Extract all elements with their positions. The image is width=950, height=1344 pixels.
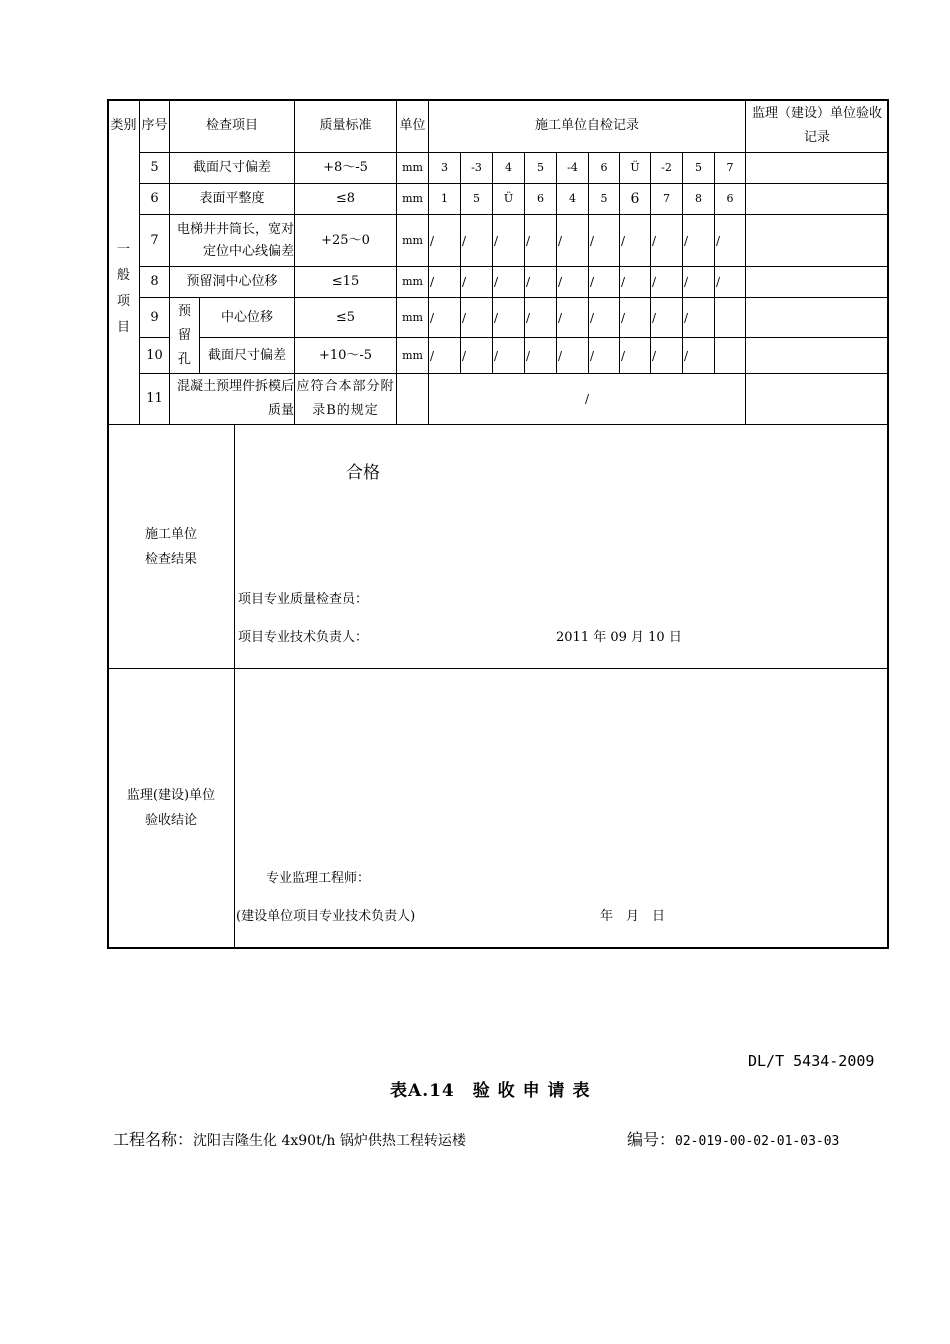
- row-value: /: [684, 233, 689, 248]
- row-item: 截面尺寸偏差: [207, 347, 286, 363]
- row-standard: +8～-5: [323, 160, 368, 175]
- row-value: [716, 298, 745, 337]
- row-unit: mm: [402, 348, 423, 362]
- form-number: 02-019-00-02-01-03-03: [675, 1134, 840, 1149]
- project-name-row: [113, 1127, 466, 1150]
- row-value: -4: [567, 161, 578, 174]
- row-value: /: [621, 233, 626, 248]
- row-unit: mm: [402, 233, 423, 247]
- row-value: /: [494, 348, 499, 363]
- row-no: 10: [146, 347, 163, 363]
- row-value: /: [684, 310, 689, 325]
- row-value: 1: [441, 192, 448, 205]
- row-item: 截面尺寸偏差: [192, 160, 271, 175]
- row-standard: +10～-5: [318, 347, 373, 363]
- row-unit: mm: [402, 161, 423, 174]
- row-value: /: [621, 348, 626, 363]
- standard-code: DL/T 5434-2009: [748, 1052, 875, 1070]
- row-value: 6: [726, 192, 734, 205]
- row-no: 5: [150, 160, 159, 175]
- construction-result: 合格: [346, 463, 380, 483]
- row-value: /: [526, 233, 531, 248]
- project-name: 沈阳吉隆生化 4x90t/h 锅炉供热工程转运楼: [193, 1133, 466, 1149]
- header-standard: 质量标准: [319, 118, 372, 133]
- row-value: Ü: [630, 161, 640, 174]
- row-unit: mm: [402, 275, 423, 288]
- row-value: 8: [695, 192, 702, 205]
- supervision-owner: (建设单位项目专业技术负责人): [236, 909, 416, 924]
- row-value: Ü: [503, 192, 514, 205]
- row-no: 6: [150, 191, 159, 206]
- row-value: /: [430, 275, 435, 289]
- row-unit: mm: [402, 192, 423, 205]
- row-item: 表面平整度: [199, 191, 265, 206]
- row-value: 4: [569, 192, 576, 205]
- construction-date: 2011 年 09 月 10 日: [556, 630, 682, 645]
- row-merged-value: /: [584, 392, 590, 406]
- row-value: 5: [600, 192, 608, 205]
- row-standard: ≤15: [331, 274, 360, 289]
- supervision-date: 年 月 日: [600, 909, 666, 924]
- row-value: /: [526, 348, 531, 363]
- supervision-engineer: 专业监理工程师：: [266, 871, 371, 886]
- reserved-hole-label: 预留孔: [177, 303, 191, 367]
- row-value: [716, 338, 745, 373]
- row-standard: ≤8: [335, 191, 356, 206]
- row-value: -2: [661, 161, 672, 174]
- header-unit: 单位: [399, 118, 426, 133]
- row-value: /: [652, 310, 657, 325]
- row-unit: [397, 374, 428, 424]
- row-value: /: [430, 233, 435, 248]
- project-label: 工程名称：: [113, 1130, 194, 1149]
- row-value: /: [684, 275, 689, 289]
- row-value: /: [590, 310, 595, 325]
- row-item: 电梯井井筒长，宽对定位中心线偏差: [176, 221, 294, 259]
- row-value: 7: [663, 192, 670, 205]
- header-self-check: 施工单位自检记录: [534, 118, 639, 133]
- row-value: 6: [630, 191, 640, 207]
- number-label: 编号：: [627, 1130, 676, 1149]
- row-value: /: [590, 348, 595, 363]
- row-value: /: [462, 348, 467, 363]
- row-value: 6: [537, 192, 544, 205]
- row-standard: ≤5: [335, 309, 356, 325]
- row-value: /: [652, 233, 657, 248]
- form-title: 表A.14 验 收 申 请 表: [390, 1081, 591, 1101]
- row-value: /: [558, 348, 563, 363]
- row-value: /: [558, 310, 563, 325]
- row-value: /: [590, 233, 595, 248]
- form-number-row: [627, 1127, 839, 1150]
- row-value: 5: [695, 161, 702, 174]
- row-value: /: [430, 310, 435, 325]
- row-item: 混凝土预埋件拆模后质量: [176, 379, 294, 418]
- row-value: 5: [473, 192, 480, 205]
- row-value: /: [526, 310, 531, 325]
- row-value: 3: [441, 161, 448, 174]
- row-value: /: [558, 233, 563, 248]
- group-label: 一般项目: [116, 241, 130, 335]
- supervision-label: 监理(建设)单位验收结论: [126, 788, 216, 828]
- row-value: /: [462, 275, 467, 289]
- row-item: 中心位移: [220, 309, 273, 325]
- row-value: /: [716, 233, 721, 248]
- header-supervision: 监理（建设）单位验收记录: [752, 106, 883, 145]
- construction-tech-lead: 项目专业技术负责人：: [238, 630, 369, 645]
- row-value: /: [652, 348, 657, 363]
- row-value: /: [684, 348, 689, 363]
- row-value: -3: [471, 161, 482, 174]
- construction-inspector: 项目专业质量检查员：: [238, 592, 369, 607]
- row-value: 7: [726, 161, 734, 174]
- row-standard: 应符合本部分附录B的规定: [296, 379, 395, 418]
- row-value: /: [494, 275, 499, 289]
- row-value: /: [590, 275, 595, 289]
- row-value: /: [430, 348, 435, 363]
- row-unit: mm: [402, 310, 423, 324]
- header-category: 类别: [110, 118, 137, 133]
- row-value: /: [621, 275, 626, 289]
- row-item: 预留洞中心位移: [186, 274, 278, 289]
- row-value: 6: [600, 161, 608, 174]
- row-standard: +25～0: [321, 232, 370, 248]
- header-seq: 序号: [141, 118, 168, 133]
- row-value: /: [462, 310, 467, 325]
- row-no: 7: [150, 232, 159, 248]
- row-value: 5: [537, 161, 544, 174]
- row-value: /: [716, 275, 721, 289]
- row-value: /: [494, 310, 499, 325]
- row-value: /: [652, 275, 657, 289]
- row-value: /: [558, 275, 563, 289]
- row-no: 9: [150, 309, 159, 325]
- header-item: 检查项目: [205, 118, 258, 133]
- row-no: 8: [150, 274, 159, 289]
- row-no: 11: [146, 391, 163, 406]
- row-value: /: [462, 233, 467, 248]
- row-value: /: [621, 310, 626, 325]
- row-value: /: [494, 233, 499, 248]
- row-value: 4: [505, 161, 512, 174]
- construction-label: 施工单位检查结果: [144, 526, 197, 567]
- row-value: /: [526, 275, 531, 289]
